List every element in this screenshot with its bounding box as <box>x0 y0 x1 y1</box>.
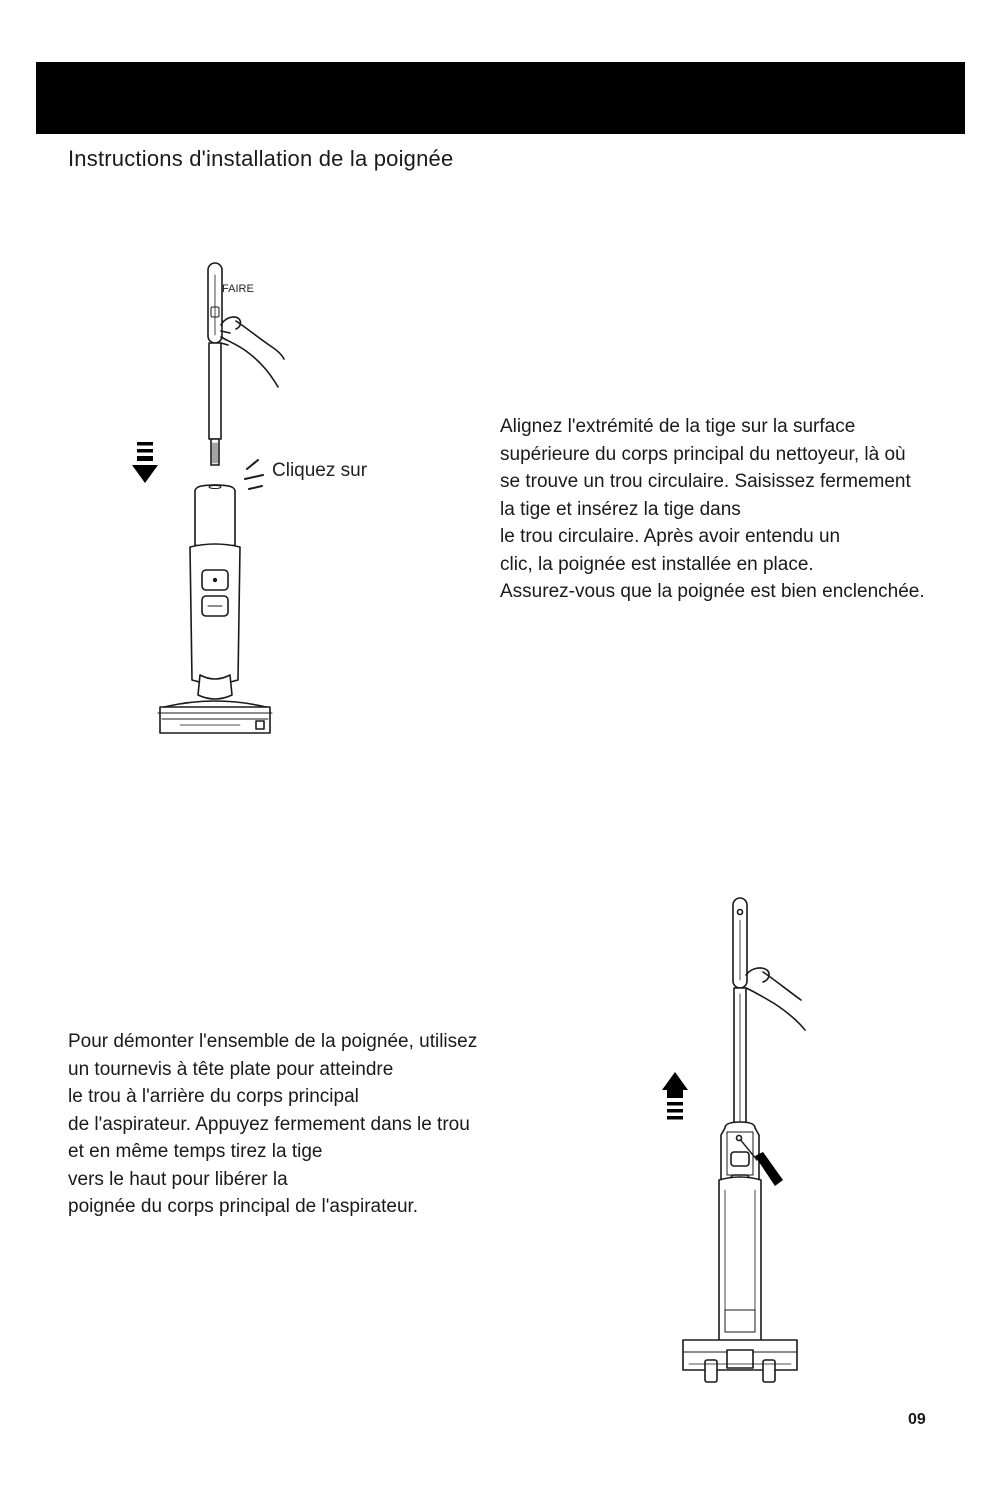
remove-line: un tournevis à tête plate pour atteindre <box>68 1058 394 1080</box>
page-title: Instructions d'installation de la poignée <box>68 146 454 171</box>
install-line: Assurez-vous que la poignée est bien enclenchée. <box>500 581 925 602</box>
handle-label: FAIRE <box>222 283 254 295</box>
remove-line: le trou à l'arrière du corps principal <box>68 1086 359 1107</box>
remove-line: vers le haut pour libérer la <box>68 1168 288 1190</box>
vacuum-body <box>158 485 272 733</box>
remove-line: Pour démonter l'ensemble de la poignée, utilisez <box>68 1031 478 1052</box>
remove-line: et en même temps tirez la tige <box>68 1141 323 1162</box>
handle-removal-illustration <box>655 890 825 1390</box>
handle-stick <box>208 263 222 465</box>
handle-install-illustration <box>120 255 410 745</box>
header-bar <box>36 62 965 134</box>
hand-drawing <box>746 968 805 1030</box>
remove-line: poignée du corps principal de l'aspirateur. <box>68 1196 419 1217</box>
install-line: la tige et insérez la tige dans <box>500 498 741 520</box>
vacuum-body <box>683 1122 797 1382</box>
install-instructions <box>500 413 925 606</box>
handle-stick <box>733 898 747 1128</box>
click-label: Cliquez sur <box>272 460 368 481</box>
remove-line: de l'aspirateur. Appuyez fermement dans le trou <box>68 1113 470 1135</box>
install-line: Alignez l'extrémité de la tige sur la surface <box>500 416 856 437</box>
install-line: clic, la poignée est installée en place. <box>500 553 814 575</box>
arrow-down-icon <box>132 442 158 483</box>
install-line: le trou circulaire. Après avoir entendu un <box>500 526 841 547</box>
hand-drawing <box>221 317 284 387</box>
arrow-up-icon <box>662 1072 688 1120</box>
install-line: supérieure du corps principal du nettoyeur, là où <box>500 443 906 465</box>
remove-instructions <box>68 1028 477 1221</box>
click-sound-icon <box>245 460 263 489</box>
page-number: 09 <box>908 1411 926 1428</box>
install-line: se trouve un trou circulaire. Saisissez fermement <box>500 471 911 492</box>
